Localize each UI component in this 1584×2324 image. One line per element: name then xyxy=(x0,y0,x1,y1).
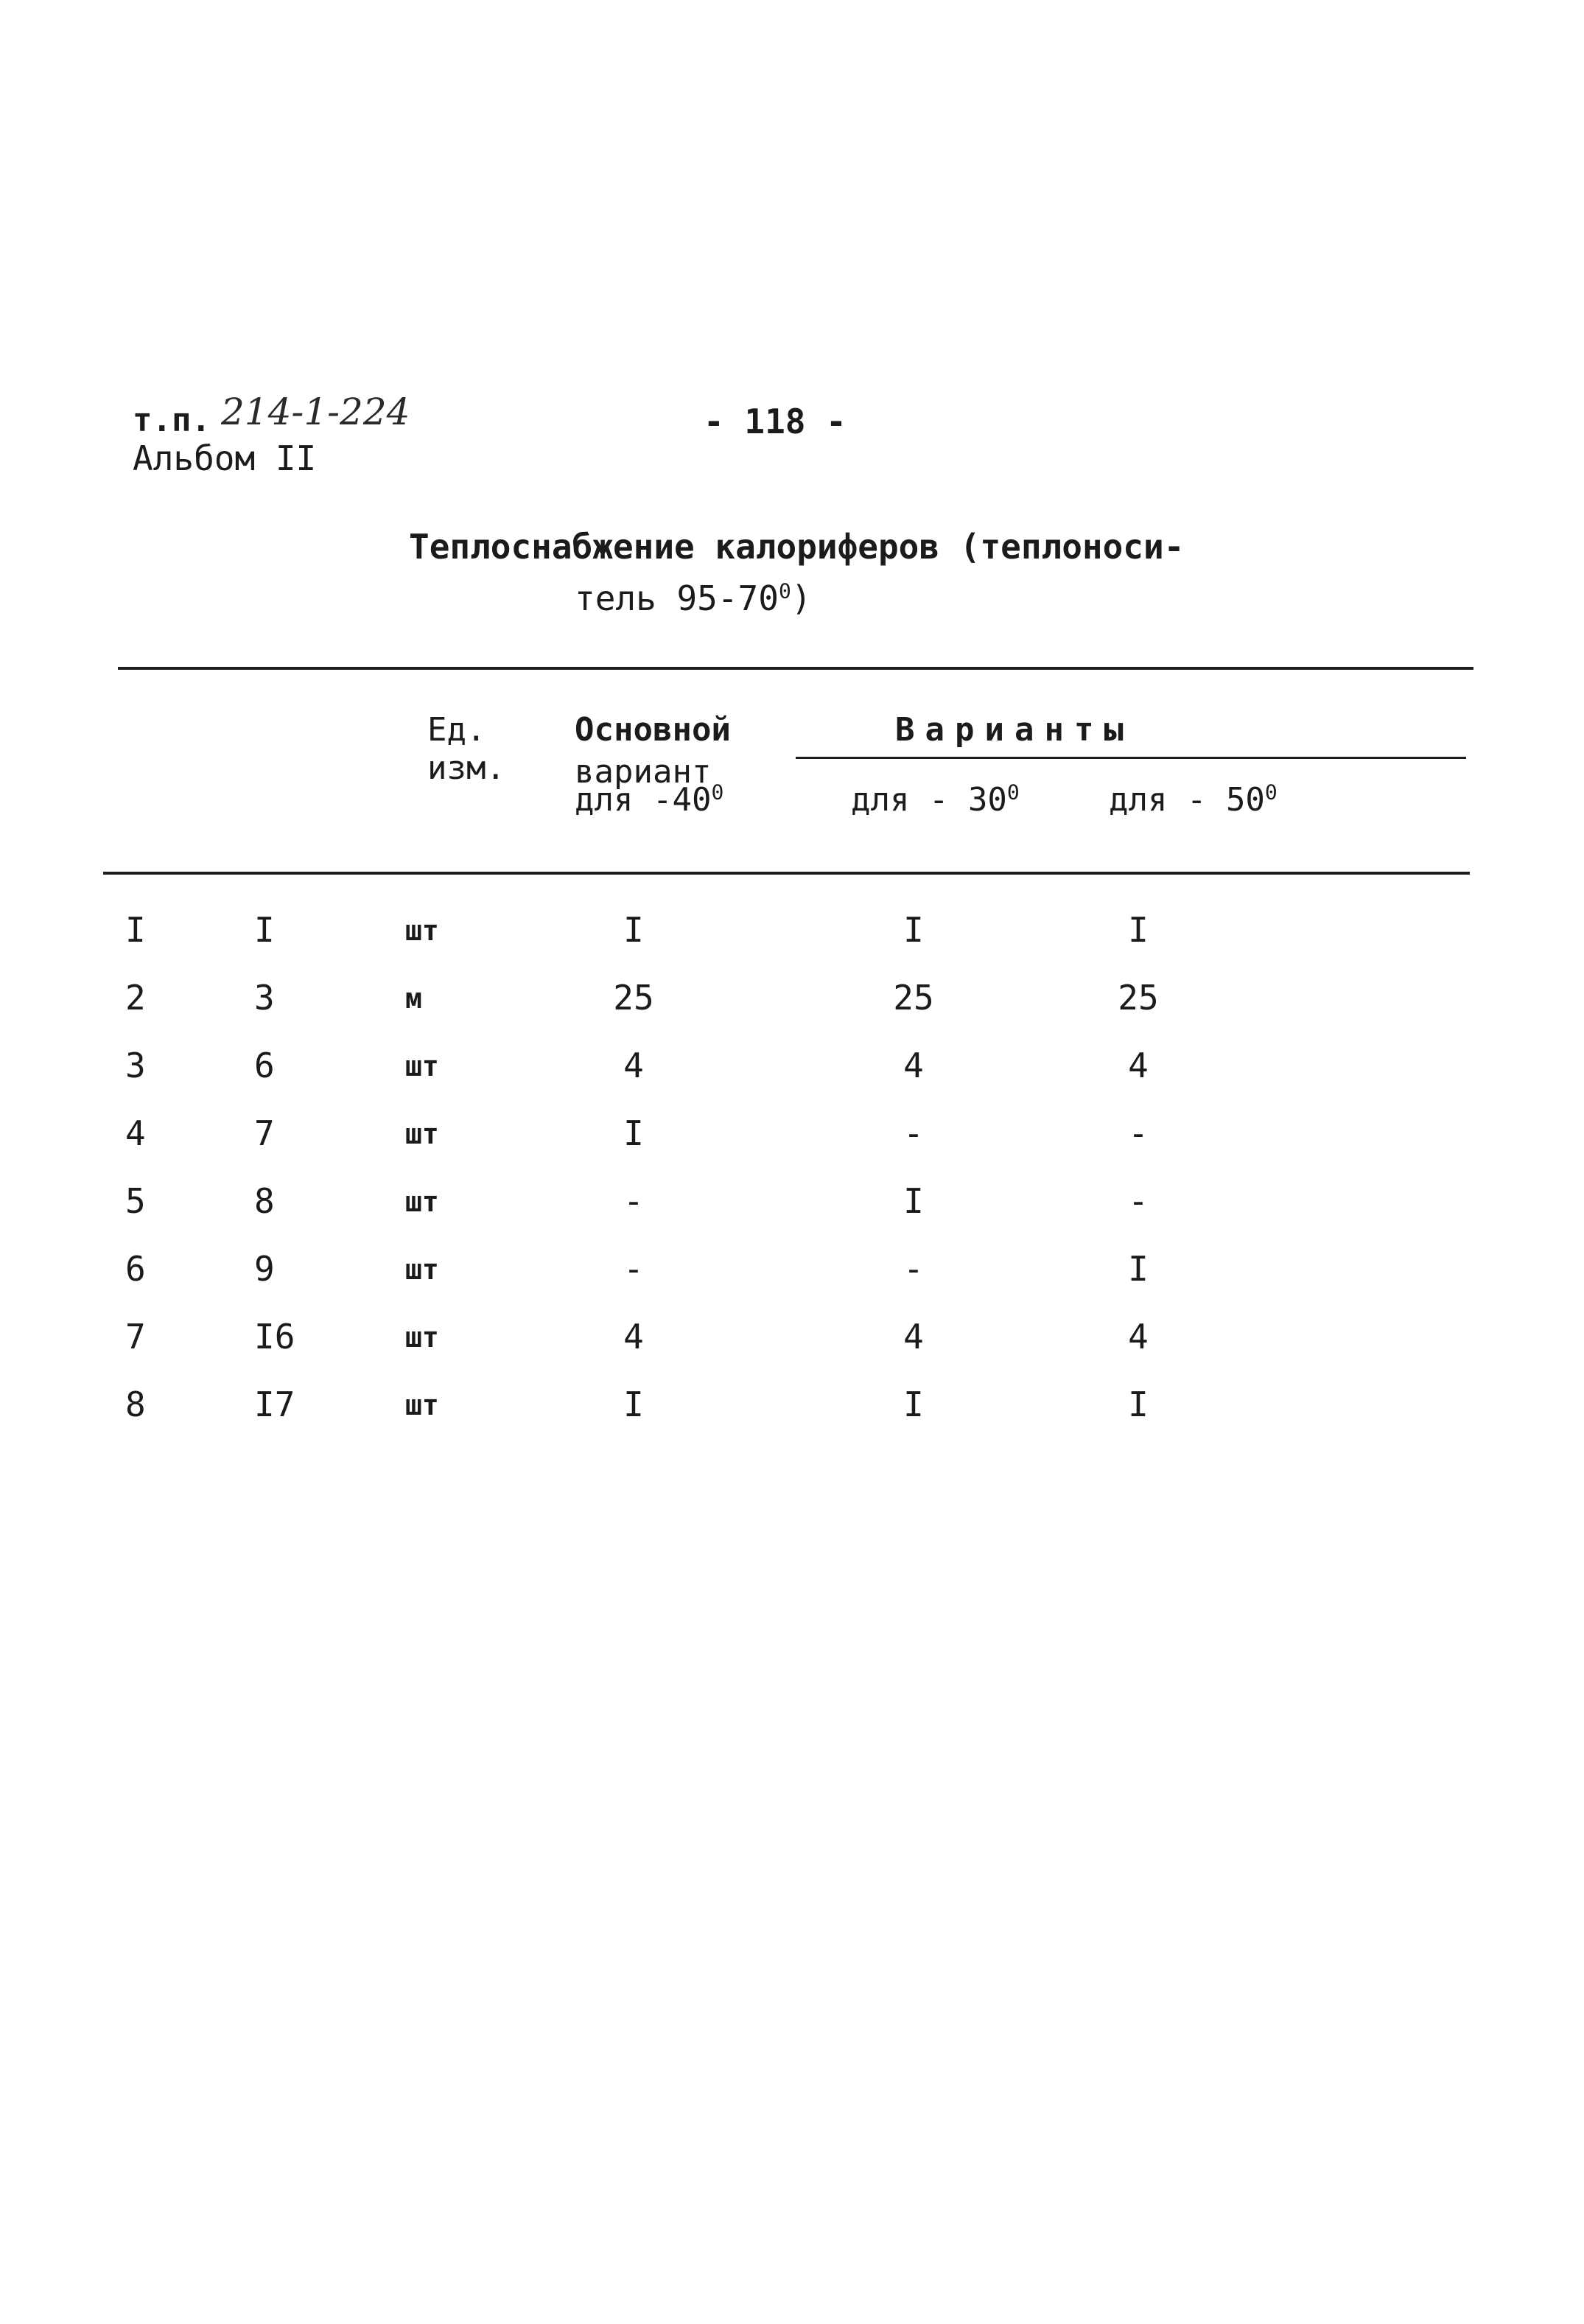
project-code-prefix: т.п. xyxy=(133,402,211,439)
header-base-line-2: вариант xyxy=(575,753,712,791)
album-label: Альбом II xyxy=(133,438,317,478)
variant-30-cell: 4 xyxy=(903,1317,924,1357)
position-number: I7 xyxy=(254,1385,295,1424)
header-base-line-3-text: для -40 xyxy=(575,781,712,819)
base-variant-cell: I xyxy=(623,910,644,950)
header-variant-30 xyxy=(851,781,1020,819)
base-variant-cell: 4 xyxy=(623,1317,644,1357)
variant-30-cell: - xyxy=(903,1113,924,1153)
unit-cell: шт xyxy=(405,1321,439,1354)
variant-30-cell: I xyxy=(903,1181,924,1221)
variant-50-cell: 4 xyxy=(1128,1317,1149,1357)
variant-30-cell: - xyxy=(903,1249,924,1289)
base-variant-cell: I xyxy=(623,1385,644,1424)
table-title-line-1: Теплоснабжение калориферов (теплоноси- xyxy=(409,527,1185,567)
position-number: 7 xyxy=(254,1113,275,1153)
variant-30-cell: I xyxy=(903,1385,924,1424)
row-number: 5 xyxy=(125,1181,146,1221)
title-line-2-text: тель 95-70 xyxy=(575,578,779,618)
base-variant-cell: 4 xyxy=(623,1046,644,1085)
variant-50-cell: I xyxy=(1128,910,1149,950)
unit-cell: шт xyxy=(405,1389,439,1421)
position-number: 8 xyxy=(254,1181,275,1221)
unit-cell: шт xyxy=(405,1253,439,1286)
row-number: I xyxy=(125,910,146,950)
position-number: 3 xyxy=(254,978,275,1018)
variants-underline xyxy=(796,757,1466,759)
header-variants: Варианты xyxy=(895,711,1134,749)
base-variant-cell: - xyxy=(623,1181,644,1221)
project-code-handwritten: 214-1-224 xyxy=(221,391,410,433)
base-variant-cell: I xyxy=(623,1113,644,1153)
header-base-degree-sup: 0 xyxy=(711,780,724,805)
variant-30-cell: 4 xyxy=(903,1046,924,1085)
header-base-line-1: Основной xyxy=(575,711,731,749)
position-number: 6 xyxy=(254,1046,275,1085)
header-variant-50-sup: 0 xyxy=(1264,780,1278,805)
row-number: 4 xyxy=(125,1113,146,1153)
variant-30-cell: I xyxy=(903,910,924,950)
variant-50-cell: I xyxy=(1128,1385,1149,1424)
unit-cell: шт xyxy=(405,914,439,947)
base-variant-cell: - xyxy=(623,1249,644,1289)
variant-30-cell: 25 xyxy=(893,978,934,1018)
header-unit-line-2: изм. xyxy=(427,749,505,787)
title-close-paren: ) xyxy=(791,578,812,618)
table-top-rule xyxy=(118,667,1473,670)
row-number: 6 xyxy=(125,1249,146,1289)
header-variant-50 xyxy=(1109,781,1278,819)
position-number: 9 xyxy=(254,1249,275,1289)
header-variant-30-text: для - 30 xyxy=(851,781,1007,819)
header-base-line-3 xyxy=(575,781,723,819)
row-number: 2 xyxy=(125,978,146,1018)
unit-cell: шт xyxy=(405,1050,439,1082)
row-number: 7 xyxy=(125,1317,146,1357)
row-number: 8 xyxy=(125,1385,146,1424)
base-variant-cell: 25 xyxy=(613,978,654,1018)
variant-50-cell: 25 xyxy=(1118,978,1159,1018)
page-number: - 118 - xyxy=(704,402,847,441)
header-variant-30-sup: 0 xyxy=(1006,780,1020,805)
unit-cell: шт xyxy=(405,1186,439,1218)
variant-50-cell: 4 xyxy=(1128,1046,1149,1085)
variant-50-cell: I xyxy=(1128,1249,1149,1289)
header-unit-line-1: Ед. xyxy=(427,711,486,749)
row-number: 3 xyxy=(125,1046,146,1085)
header-variant-50-text: для - 50 xyxy=(1109,781,1265,819)
variant-50-cell: - xyxy=(1128,1113,1149,1153)
position-number: I xyxy=(254,910,275,950)
position-number: I6 xyxy=(254,1317,295,1357)
table-title-line-2 xyxy=(575,578,812,618)
title-degree-sup: 0 xyxy=(778,578,791,603)
variant-50-cell: - xyxy=(1128,1181,1149,1221)
unit-cell: шт xyxy=(405,1118,439,1150)
table-header-bottom-rule xyxy=(103,872,1470,875)
unit-cell: м xyxy=(405,982,422,1015)
